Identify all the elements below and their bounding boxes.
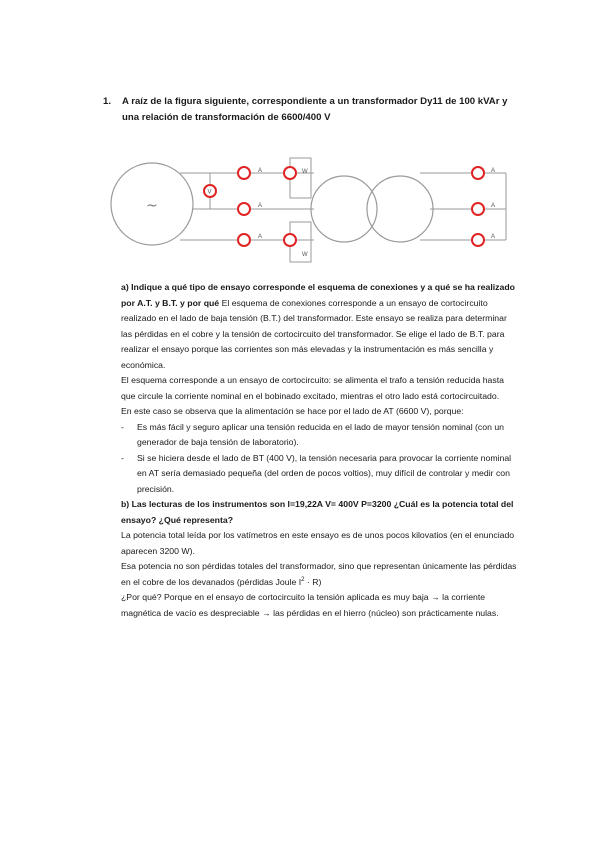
ammeter-label-right-1: A xyxy=(491,168,496,174)
part-b-question: b) Las lecturas de los instrumentos son I=19,22A V= 400V P=3200 ¿Cuál es la potencia total del ensayo? ¿Qué representa? xyxy=(121,499,514,525)
part-b-answer-2-end: · R) xyxy=(304,576,322,587)
ammeter-right-3 xyxy=(472,234,484,246)
part-a-answer-3: En este caso se observa que la alimentación se hace por el lado de AT (6600 V), porque: xyxy=(121,406,464,416)
source-symbol-icon: ~ xyxy=(146,198,158,214)
part-b-answer-2 xyxy=(121,559,517,590)
ammeter-left-3 xyxy=(238,234,250,246)
exponent: 2 xyxy=(301,576,305,583)
ammeter-right-1 xyxy=(472,167,484,179)
bullet-text-1: Es más fácil y seguro aplicar una tensión reducida en el lado de mayor tensión nominal (con un generador de baja tensión de laboratorio). xyxy=(137,421,505,447)
wattmeter-label-bot: W xyxy=(302,252,308,258)
answer-body xyxy=(121,280,517,621)
transformer-circuit-diagram xyxy=(110,152,520,270)
part-b-answer-1: La potencia total leída por los vatímetros en este ensayo es de unos pocos kilovatios (en el enunciado aparecen 3200 W). xyxy=(121,530,515,556)
part-b-answer-2-text: Esa potencia no son pérdidas totales del transformador, sino que representan únicamente las pérdidas en el cobre de los devanados (pérdidas Joule I xyxy=(121,561,517,587)
ammeter-left-2 xyxy=(238,203,250,215)
part-a-answer-1: El esquema de conexiones corresponde a un ensayo de cortocircuito realizado en el lado de baja tensión (B.T.) del transformador. Este ensayo se realiza para determinar las pérdidas en el cobre y la tensión de cortocircuito del transformador. Se elige el lado de B.T. para realizar el ensayo porque las corrientes son más elevadas y la instrumentación es más sencilla y económica. xyxy=(121,297,507,370)
list-item: - Si se hiciera desde el lado de BT (400 V), la tensión necesaria para provocar la corriente nominal en AT sería demasiado pequeña (del orden de pocos voltios), muy difícil de controlar y medir con precisión. xyxy=(121,452,512,494)
wattmeter-coil-top xyxy=(284,167,296,179)
ammeter-right-2 xyxy=(472,203,484,215)
part-a-question: a) Indique a qué tipo de ensayo corresponde el esquema de conexiones y a qué se ha realizado por A.T. y B.T. y por qué xyxy=(121,282,515,308)
part-a-answer-2: El esquema corresponde a un ensayo de cortocircuito: se alimenta el trafo a tensión reducida hasta que circule la corriente nominal en el bobinado excitado, mientras el otro lado está cortocircuitado. xyxy=(121,375,504,401)
ammeter-left-1 xyxy=(238,167,250,179)
ammeter-label-left-1: A xyxy=(258,168,263,174)
wattmeter-coil-bot xyxy=(284,234,296,246)
wattmeter-label-top: W xyxy=(302,169,308,175)
ammeter-label-left-3: A xyxy=(258,234,263,240)
part-a-paragraph xyxy=(121,280,517,373)
part-b-answer-3: ¿Por qué? Porque en el ensayo de cortocircuito la tensión aplicada es muy baja → la corriente magnética de vacío es despreciable → las pérdidas en el hierro (núcleo) son prácticamente nulas. xyxy=(121,592,499,618)
ammeter-label-left-2: A xyxy=(258,203,263,209)
question-title xyxy=(103,94,523,125)
voltmeter-label: V xyxy=(207,189,212,196)
ammeter-label-right-2: A xyxy=(491,203,496,209)
bullet-text-2: Si se hiciera desde el lado de BT (400 V), la tensión necesaria para provocar la corriente nominal en AT sería demasiado pequeña (del orden de pocos voltios), muy difícil de controlar y medir con precisión. xyxy=(137,452,512,494)
ammeter-label-right-3: A xyxy=(491,234,496,240)
question-number: 1. xyxy=(103,96,112,107)
question-text: A raíz de la figura siguiente, correspondiente a un transformador Dy11 de 100 kVAr y una relación de transformación de 6600/400 V xyxy=(122,96,508,123)
list-item: - Es más fácil y seguro aplicar una tensión reducida en el lado de mayor tensión nominal (con un generador de baja tensión de laboratorio). xyxy=(121,421,505,447)
